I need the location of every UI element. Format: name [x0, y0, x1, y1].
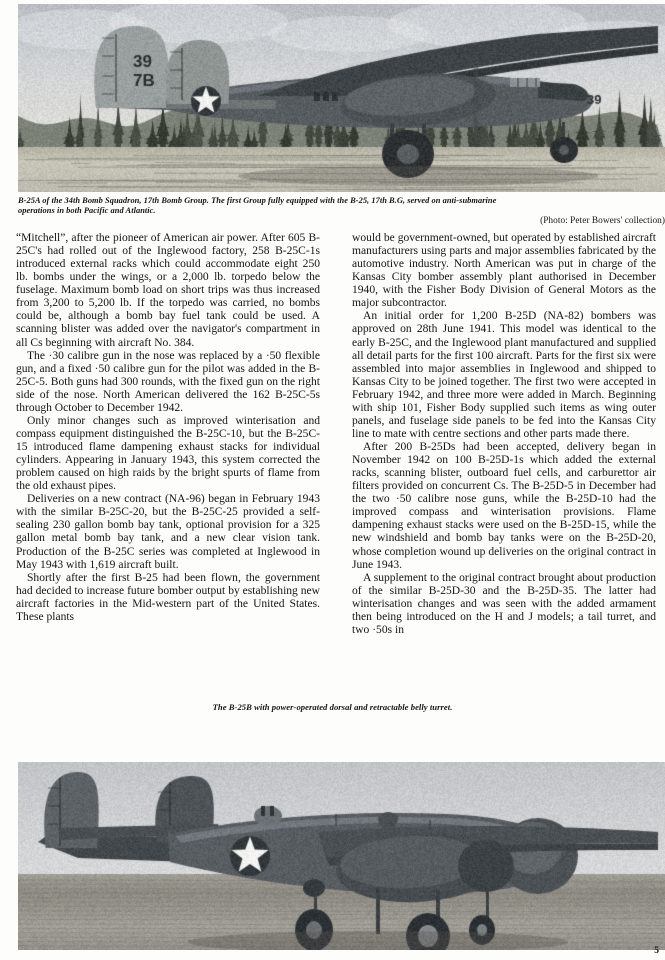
b-25a-photo: [18, 4, 665, 192]
photo-credit: (Photo: Peter Bowers' collection): [540, 216, 665, 227]
paragraph: “Mitchell”, after the pioneer of American air power. After 605 B-25C's had rolled out of the Inglewood factory, 258 B-25C-1s introduced external racks which could accommodate eight 250 lb. bombs under the wings, or a 2,000 lb. torpedo below the fuselage. Maximum bomb load on short trips was thus increased from 3,200 to 5,200 lb. If the torpedo was carried, no bombs could be, although a bomb bay fuel tank could be used. A scanning blister was added over the navigator's compartment in all Cs beginning with aircraft No. 384.: [16, 232, 320, 349]
paragraph: An initial order for 1,200 B-25D (NA-82) bombers was approved on 28th June 1941. This model was identical to the early B-25C, and the Inglewood plant manufactured and supplied all detail parts for the first 100 aircraft. Parts for the first six were assembled into major assemblies in Inglewood and shipped to Kansas City to be joined together. The first two were accepted in February 1942, and three more were added in March. Beginning with ship 101, Fisher Body supplied such items as wing outer panels, and fuselage side panels to be fed into the Kansas City line to mate with centre sections and other parts made there.: [352, 310, 656, 440]
top-photo-caption: [18, 196, 665, 227]
paragraph: Deliveries on a new contract (NA-96) began in February 1943 with the similar B-25C-20, but the B-25C-25 provided a self-sealing 230 gallon bomb bay tank, optional provision for a 325 gallon metal bomb bay tank, and a new clear vision tank. Production of the B-25C series was completed at Inglewood in May 1943 with 1,619 aircraft built.: [16, 493, 320, 571]
caption-line-1: B-25A of the 34th Bomb Squadron, 17th Bomb Group. The first Group fully equipped with the B-25, 17th B.G, served on anti-submarine: [18, 196, 497, 205]
paragraph: A supplement to the original contract brought about production of the similar B-25D-30 and the B-25D-35. The latter had winterisation changes and was seen with the added armament then being introduced on the H and J models; a tail turret, and two ·50s in: [352, 571, 656, 636]
text-column-left: [16, 232, 320, 624]
bottom-photo-caption: The B-25B with power-operated dorsal and retractable belly turret.: [212, 702, 453, 712]
paragraph: Only minor changes such as improved winterisation and compass equipment distinguished the B-25C-10, but the B-25C-15 introduced flame dampening exhaust stacks for individual cylinders. Appearing in January 1943, this system corrected the problem caused on high raids by the bright spurts of flame from the old exhaust pipes.: [16, 414, 320, 493]
paragraph: After 200 B-25Ds had been accepted, delivery began in November 1942 on 100 B-25D-1s which added the external racks, scanning blister, outboard fuel cells, and carburettor air filters provided on concurrent Cs. The B-25D-5 in December had the two ·50 calibre nose guns, while the B-25D-10 had the improved compass and winterisation provisions. Flame dampening exhaust stacks were used on the B-25D-15, while the new windshield and bomb bay tanks were on the B-25D-20, whose completion wound up deliveries on the original contract in June 1943.: [352, 441, 656, 571]
b-25a-photo-canvas: [18, 4, 665, 192]
paragraph: The ·30 calibre gun in the nose was replaced by a ·50 flexible gun, and a fixed ·50 calibre gun for the pilot was added in the B-25C-5. Both guns had 300 rounds, with the fixed gun on the right side of the nose. North American delivered the 162 B-25C-5s through October to December 1942.: [16, 349, 320, 414]
b-25b-photo: [18, 762, 665, 950]
b-25b-photo-canvas: [18, 762, 665, 950]
caption-line-2: operations in both Pacific and Atlantic.: [18, 206, 156, 216]
paragraph: would be government-owned, but operated by established aircraft manufacturers using parts and major assemblies fabricated by the automotive industry. North American was put in charge of the Kansas City bomber assembly plant authorised in December 1940, with the Fisher Body Division of General Motors as the major subcontractor.: [352, 232, 656, 310]
text-column-right: [352, 232, 656, 637]
paragraph: Shortly after the first B-25 had been flown, the government had decided to increase future bomber output by establishing new aircraft factories in the Mid-western part of the United States. These plants: [16, 571, 320, 623]
page-number: 5: [654, 946, 659, 956]
article-body: [16, 232, 656, 697]
